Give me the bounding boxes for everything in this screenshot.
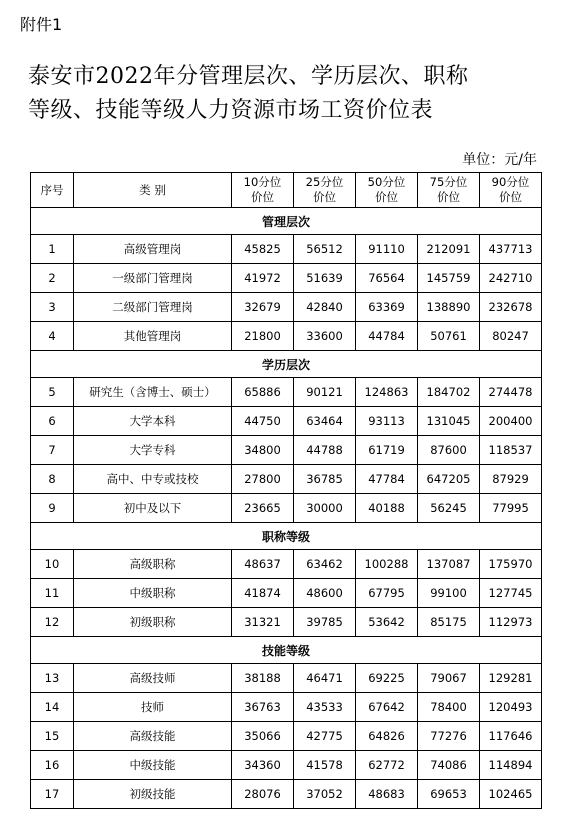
cell-p90: 129281 [480,664,542,693]
cell-p10: 34800 [232,436,294,465]
cell-p90: 114894 [480,751,542,780]
table-row [31,235,542,264]
header-p75: 75分位 价位 [418,173,480,208]
row-category: 高级管理岗 [74,235,232,264]
unit-label: 单位：元/年 [462,152,537,168]
table-body [31,208,542,809]
section-title: 技能等级 [31,637,542,664]
cell-p90: 117646 [480,722,542,751]
cell-p75: 137087 [418,550,480,579]
row-category: 中级技能 [74,751,232,780]
cell-p50: 76564 [356,264,418,293]
cell-p50: 67795 [356,579,418,608]
cell-p10: 28076 [232,780,294,809]
section-row [31,637,542,664]
table-row [31,378,542,407]
cell-p10: 34360 [232,751,294,780]
row-category: 其他管理岗 [74,322,232,351]
row-category: 高级技师 [74,664,232,693]
cell-p50: 93113 [356,407,418,436]
row-index: 4 [31,322,74,351]
cell-p75: 87600 [418,436,480,465]
row-index: 14 [31,693,74,722]
cell-p10: 41874 [232,579,294,608]
section-title: 管理层次 [31,208,542,235]
cell-p75: 184702 [418,378,480,407]
section-title: 职称等级 [31,523,542,550]
cell-p25: 44788 [294,436,356,465]
cell-p25: 33600 [294,322,356,351]
row-index: 9 [31,494,74,523]
row-index: 16 [31,751,74,780]
cell-p50: 47784 [356,465,418,494]
cell-p50: 91110 [356,235,418,264]
row-index: 15 [31,722,74,751]
row-category: 技师 [74,693,232,722]
cell-p10: 27800 [232,465,294,494]
cell-p10: 21800 [232,322,294,351]
row-index: 6 [31,407,74,436]
cell-p10: 41972 [232,264,294,293]
attachment-label: 附件1 [20,15,63,34]
cell-p75: 647205 [418,465,480,494]
header-p25: 25分位 价位 [294,173,356,208]
cell-p25: 56512 [294,235,356,264]
cell-p90: 175970 [480,550,542,579]
cell-p90: 118537 [480,436,542,465]
cell-p75: 138890 [418,293,480,322]
cell-p25: 36785 [294,465,356,494]
section-row [31,208,542,235]
row-category: 高级技能 [74,722,232,751]
cell-p25: 46471 [294,664,356,693]
table-row [31,264,542,293]
row-category: 大学专科 [74,436,232,465]
table-row [31,751,542,780]
title-line-1: 泰安市2022年分管理层次、学历层次、职称 [28,64,469,89]
table-row [31,436,542,465]
cell-p25: 30000 [294,494,356,523]
cell-p75: 212091 [418,235,480,264]
row-category: 中级职称 [74,579,232,608]
cell-p10: 38188 [232,664,294,693]
cell-p90: 102465 [480,780,542,809]
cell-p75: 145759 [418,264,480,293]
cell-p25: 39785 [294,608,356,637]
table-row [31,494,542,523]
cell-p50: 69225 [356,664,418,693]
table-row [31,322,542,351]
cell-p25: 42775 [294,722,356,751]
cell-p50: 67642 [356,693,418,722]
table-row [31,664,542,693]
cell-p90: 437713 [480,235,542,264]
section-row [31,351,542,378]
cell-p10: 36763 [232,693,294,722]
header-category: 类 别 [74,173,232,208]
cell-p50: 100288 [356,550,418,579]
row-category: 高中、中专或技校 [74,465,232,494]
cell-p75: 79067 [418,664,480,693]
table-row [31,465,542,494]
cell-p90: 112973 [480,608,542,637]
cell-p50: 64826 [356,722,418,751]
wage-table [30,172,542,809]
table-row [31,608,542,637]
cell-p50: 61719 [356,436,418,465]
header-p10: 10分位 价位 [232,173,294,208]
row-index: 7 [31,436,74,465]
cell-p25: 90121 [294,378,356,407]
section-title: 学历层次 [31,351,542,378]
cell-p90: 87929 [480,465,542,494]
cell-p75: 50761 [418,322,480,351]
table-row [31,550,542,579]
row-index: 12 [31,608,74,637]
row-category: 大学本科 [74,407,232,436]
cell-p25: 41578 [294,751,356,780]
cell-p25: 63464 [294,407,356,436]
cell-p75: 77276 [418,722,480,751]
cell-p25: 42840 [294,293,356,322]
cell-p10: 45825 [232,235,294,264]
cell-p50: 48683 [356,780,418,809]
header-p90: 90分位 价位 [480,173,542,208]
document-title [28,60,548,128]
cell-p10: 44750 [232,407,294,436]
cell-p75: 78400 [418,693,480,722]
header-index: 序号 [31,173,74,208]
row-category: 一级部门管理岗 [74,264,232,293]
row-index: 13 [31,664,74,693]
section-row [31,523,542,550]
cell-p75: 69653 [418,780,480,809]
table-row [31,780,542,809]
table-row [31,407,542,436]
cell-p50: 53642 [356,608,418,637]
row-index: 5 [31,378,74,407]
cell-p75: 99100 [418,579,480,608]
table-header-row [31,173,542,208]
row-index: 2 [31,264,74,293]
cell-p50: 44784 [356,322,418,351]
cell-p25: 48600 [294,579,356,608]
cell-p75: 56245 [418,494,480,523]
table-row [31,722,542,751]
cell-p25: 63462 [294,550,356,579]
cell-p10: 32679 [232,293,294,322]
cell-p50: 63369 [356,293,418,322]
row-index: 3 [31,293,74,322]
row-index: 8 [31,465,74,494]
cell-p90: 242710 [480,264,542,293]
cell-p10: 31321 [232,608,294,637]
table-row [31,693,542,722]
cell-p25: 51639 [294,264,356,293]
cell-p25: 43533 [294,693,356,722]
cell-p10: 23665 [232,494,294,523]
row-index: 10 [31,550,74,579]
cell-p10: 48637 [232,550,294,579]
cell-p90: 120493 [480,693,542,722]
cell-p75: 131045 [418,407,480,436]
cell-p10: 65886 [232,378,294,407]
cell-p25: 37052 [294,780,356,809]
table-row [31,579,542,608]
row-category: 研究生（含博士、硕士） [74,378,232,407]
cell-p50: 124863 [356,378,418,407]
table-row [31,293,542,322]
cell-p50: 40188 [356,494,418,523]
cell-p90: 77995 [480,494,542,523]
cell-p75: 85175 [418,608,480,637]
cell-p90: 232678 [480,293,542,322]
cell-p75: 74086 [418,751,480,780]
cell-p90: 127745 [480,579,542,608]
cell-p50: 62772 [356,751,418,780]
header-p50: 50分位 价位 [356,173,418,208]
cell-p10: 35066 [232,722,294,751]
row-index: 11 [31,579,74,608]
cell-p90: 80247 [480,322,542,351]
row-category: 二级部门管理岗 [74,293,232,322]
row-category: 初级技能 [74,780,232,809]
row-index: 17 [31,780,74,809]
row-index: 1 [31,235,74,264]
row-category: 初级职称 [74,608,232,637]
cell-p90: 200400 [480,407,542,436]
row-category: 高级职称 [74,550,232,579]
cell-p90: 274478 [480,378,542,407]
row-category: 初中及以下 [74,494,232,523]
title-line-2: 等级、技能等级人力资源市场工资价位表 [28,98,434,123]
